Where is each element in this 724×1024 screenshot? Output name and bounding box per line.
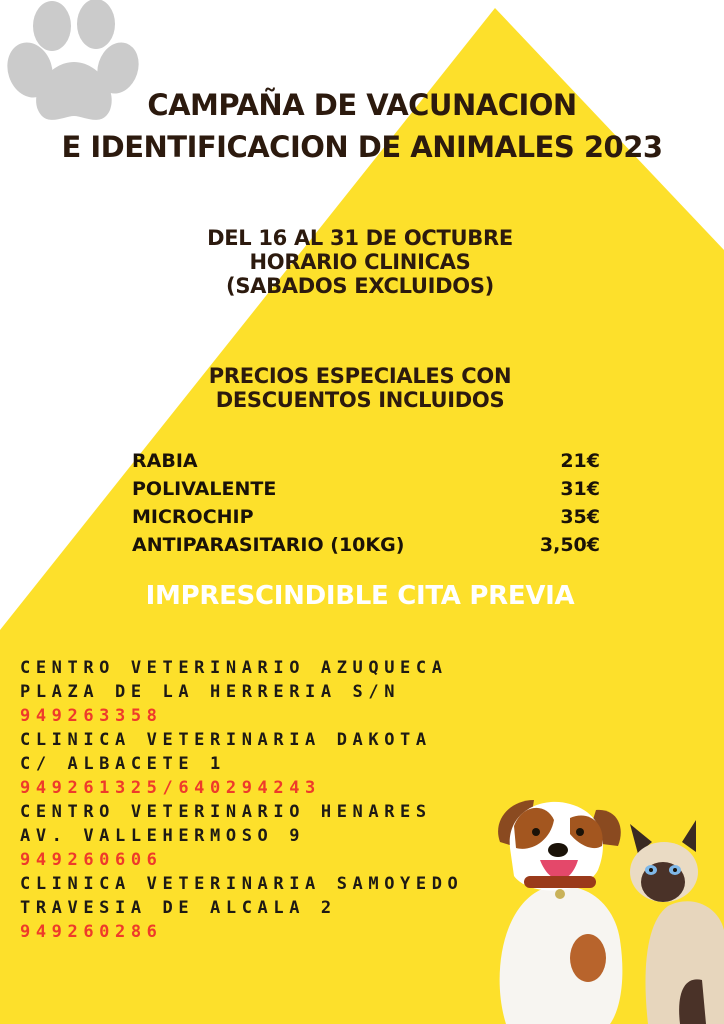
price-item-name: RABIA (132, 450, 198, 472)
cat-icon (630, 820, 724, 1024)
clinic-name-dakota: CLINICA VETERINARIA DAKOTA (20, 730, 432, 750)
schedule-dates: DEL 16 AL 31 DE OCTUBRE (207, 226, 513, 250)
clinic-name-samoyedo: CLINICA VETERINARIA SAMOYEDO (20, 874, 464, 894)
title-line-2: E IDENTIFICACION DE ANIMALES 2023 (61, 130, 663, 164)
price-item-name: MICROCHIP (132, 506, 254, 528)
schedule-hours: HORARIO CLINICAS (249, 250, 471, 274)
clinic-phone-samoyedo[interactable]: 949260286 (20, 922, 163, 942)
title-line-1: CAMPAÑA DE VACUNACION (147, 88, 577, 122)
pricing-heading-line-2: DESCUENTOS INCLUIDOS (215, 388, 505, 412)
price-row-microchip (132, 504, 600, 530)
schedule-exclusion: (SABADOS EXCLUIDOS) (226, 274, 494, 298)
pricing-heading-line-1: PRECIOS ESPECIALES CON (208, 364, 512, 388)
price-item-name: ANTIPARASITARIO (10KG) (132, 534, 405, 556)
price-item-name: POLIVALENTE (132, 478, 277, 500)
price-item-value: 3,50€ (539, 534, 600, 556)
clinic-phone-dakota[interactable]: 949261325/640294243 (20, 778, 321, 798)
clinic-name-azuqueca: CENTRO VETERINARIO AZUQUECA (20, 658, 448, 678)
dog-and-cat-illustration (470, 790, 724, 1024)
clinic-address-henares: AV. VALLEHERMOSO 9 (20, 826, 306, 846)
price-item-value: 21€ (560, 450, 600, 472)
clinic-phone-henares[interactable]: 949260606 (20, 850, 163, 870)
clinic-address-azuqueca: PLAZA DE LA HERRERIA S/N (20, 682, 401, 702)
price-item-value: 35€ (560, 506, 600, 528)
price-item-value: 31€ (560, 478, 600, 500)
price-row-antiparasitario (132, 532, 600, 558)
clinic-name-henares: CENTRO VETERINARIO HENARES (20, 802, 432, 822)
clinic-address-samoyedo: TRAVESIA DE ALCALA 2 (20, 898, 337, 918)
price-row-rabia (132, 448, 600, 474)
dog-icon (498, 800, 622, 1024)
price-row-polivalente (132, 476, 600, 502)
clinic-address-dakota: C/ ALBACETE 1 (20, 754, 226, 774)
clinic-phone-azuqueca[interactable]: 949263358 (20, 706, 163, 726)
appointment-notice: IMPRESCINDIBLE CITA PREVIA (145, 581, 575, 611)
